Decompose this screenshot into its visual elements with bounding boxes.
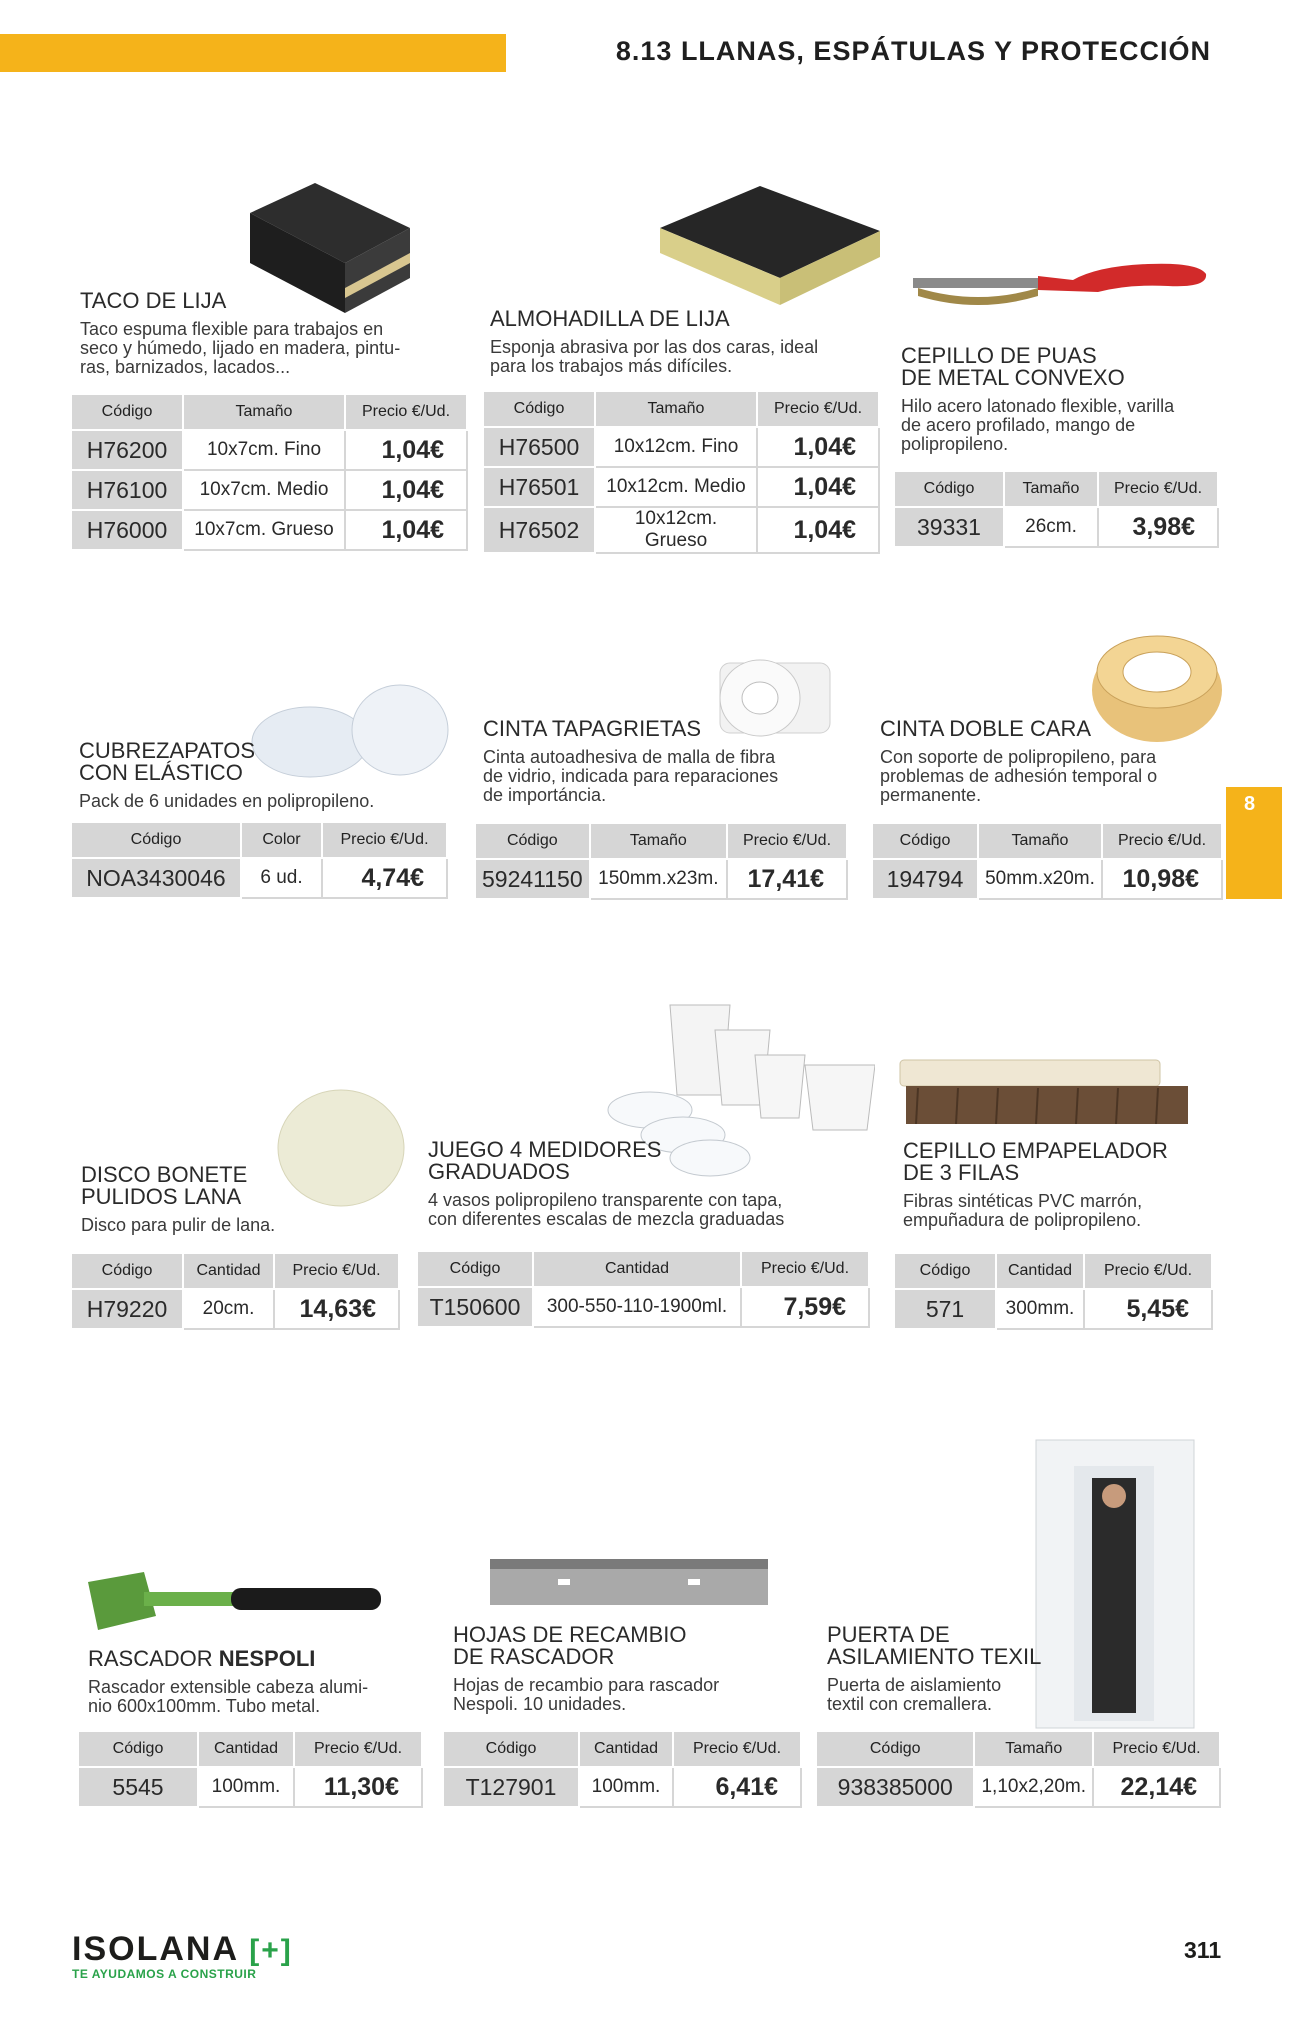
page-title: 8.13 LLANAS, ESPÁTULAS Y PROTECCIÓN (615, 36, 1211, 66)
product-juego-medidores (428, 1139, 784, 1229)
wire-brush-image (908, 256, 1208, 312)
product-description: 4 vasos polipropileno transparente con tapa, con diferentes escalas de mezcla graduadas (428, 1190, 785, 1229)
table-row: 194794 50mm.x20m. 10,98€ (872, 859, 1222, 899)
table-row: H76200 10x7cm. Fino 1,04€ (71, 430, 467, 470)
price-table-almohadilla: Código Tamaño Precio €/Ud. H76500 10x12cm. Fino 1,04€ H76501 10x12cm. Medio 1,04€ H76502 10x12cm. Grueso 1,04€ (482, 390, 880, 554)
brand-plus-mark: [+] (249, 1934, 293, 1967)
product-description: Puerta de aislamiento textil con cremallera. (827, 1675, 1002, 1714)
product-name: CUBREZAPATOS CON ELÁSTICO (79, 738, 256, 785)
price-table-taco: Código Tamaño Precio €/Ud. H76200 10x7cm. Fino 1,04€ H76100 10x7cm. Medio 1,04€ H76000 10x7cm. Grueso 1,04€ (70, 393, 468, 551)
chapter-tab (1226, 787, 1282, 899)
price-table-puerta: Código Tamaño Precio €/Ud. 938385000 1,10x2,20m. 22,14€ (815, 1730, 1221, 1808)
table-row: T150600 300-550-110-1900ml. 7,59€ (417, 1287, 869, 1327)
product-name: DISCO BONETE PULIDOS LANA (81, 1162, 248, 1209)
insulation-door-image (1034, 1438, 1196, 1730)
product-name: PUERTA DE ASILAMIENTO TEXIL (827, 1622, 1042, 1669)
wool-bonnet-image (275, 1087, 407, 1209)
price-table-medidores: Código Cantidad Precio €/Ud. T150600 300-550-110-1900ml. 7,59€ (416, 1250, 870, 1328)
product-puerta-aislamiento (827, 1624, 1041, 1714)
product-description: Pack de 6 unidades en polipropileno. (79, 791, 375, 811)
product-hojas-recambio (453, 1624, 719, 1714)
page-number: 311 (1184, 1937, 1222, 1963)
product-cepillo-de-puas (901, 345, 1174, 454)
product-name: HOJAS DE RECAMBIO DE RASCADOR (453, 1622, 687, 1669)
table-row: H76502 10x12cm. Grueso 1,04€ (483, 507, 879, 553)
price-table-hojas: Código Cantidad Precio €/Ud. T127901 100mm. 6,41€ (442, 1730, 802, 1808)
sanding-pad-image (655, 183, 885, 308)
product-description: Hilo acero latonado flexible, varilla de acero profilado, mango de polipropileno. (901, 396, 1175, 454)
table-row: 5545 100mm. 11,30€ (78, 1767, 422, 1807)
header-accent-bar (0, 34, 506, 72)
brand-tagline: TE AYUDAMOS A CONSTRUIR (72, 1967, 257, 1981)
table-row: 938385000 1,10x2,20m. 22,14€ (816, 1767, 1220, 1807)
brand-logo (72, 1930, 293, 1981)
price-table-cinta-tapagrietas: Código Tamaño Precio €/Ud. 59241150 150mm.x23m. 17,41€ (474, 822, 848, 900)
product-cepillo-empapelador (903, 1140, 1168, 1230)
scraper-blades-image (488, 1557, 770, 1612)
product-name: RASCADOR NESPOLI (88, 1646, 316, 1671)
product-description: Esponja abrasiva por las dos caras, ideal para los trabajos más difíciles. (490, 337, 819, 376)
table-row: H79220 20cm. 14,63€ (71, 1289, 399, 1329)
table-row: 571 300mm. 5,45€ (894, 1289, 1212, 1329)
price-table-rascador: Código Cantidad Precio €/Ud. 5545 100mm. 11,30€ (77, 1730, 423, 1808)
table-row: 39331 26cm. 3,98€ (894, 507, 1218, 547)
product-cubrezapatos (79, 740, 374, 811)
product-name: CINTA DOBLE CARA (880, 716, 1092, 741)
scraper-image (86, 1570, 386, 1638)
brand-name: ISOLANA (72, 1930, 238, 1968)
table-row: H76000 10x7cm. Grueso 1,04€ (71, 510, 467, 550)
price-table-cepillo-puas: Código Tamaño Precio €/Ud. 39331 26cm. 3,98€ (893, 470, 1219, 548)
product-description: Disco para pulir de lana. (81, 1215, 276, 1235)
price-table-disco: Código Cantidad Precio €/Ud. H79220 20cm. 14,63€ (70, 1252, 400, 1330)
product-name: CINTA TAPAGRIETAS (483, 716, 702, 741)
table-row: NOA3430046 6 ud. 4,74€ (71, 858, 447, 898)
product-name: CEPILLO EMPAPELADOR DE 3 FILAS (903, 1138, 1168, 1185)
table-row: H76501 10x12cm. Medio 1,04€ (483, 467, 879, 507)
price-table-cepillo-empapelador: Código Cantidad Precio €/Ud. 571 300mm. 5,45€ (893, 1252, 1213, 1330)
product-name: TACO DE LIJA (80, 288, 227, 313)
product-name: CEPILLO DE PUAS DE METAL CONVEXO (901, 343, 1125, 390)
table-row: 59241150 150mm.x23m. 17,41€ (475, 859, 847, 899)
product-cinta-tapagrietas (483, 718, 778, 805)
product-almohadilla-de-lija (490, 308, 818, 376)
product-taco-de-lija (80, 290, 400, 377)
table-row: H76500 10x12cm. Fino 1,04€ (483, 427, 879, 467)
wallpaper-brush-image (898, 1058, 1190, 1128)
chapter-number: 8 (1244, 793, 1256, 815)
product-name: ALMOHADILLA DE LIJA (490, 306, 730, 331)
product-description: Taco espuma flexible para trabajos en seco y húmedo, lijado en madera, pintu- ras, barnizados, lacados... (80, 319, 401, 377)
product-rascador (88, 1648, 368, 1716)
product-description: Fibras sintéticas PVC marrón, empuñadura de polipropileno. (903, 1191, 1143, 1230)
product-description: Cinta autoadhesiva de malla de fibra de vidrio, indicada para reparaciones de importáncia. (483, 747, 779, 805)
price-table-cubrezapatos: Código Color Precio €/Ud. NOA3430046 6 ud. 4,74€ (70, 821, 448, 899)
product-description: Hojas de recambio para rascador Nespoli. 10 unidades. (453, 1675, 720, 1714)
product-description: Rascador extensible cabeza alumi- nio 600x100mm. Tubo metal. (88, 1677, 369, 1716)
price-table-cinta-doble: Código Tamaño Precio €/Ud. 194794 50mm.x20m. 10,98€ (871, 822, 1223, 900)
product-description: Con soporte de polipropileno, para problemas de adhesión temporal o permanente. (880, 747, 1158, 805)
product-disco-bonete (81, 1164, 275, 1235)
table-row: H76100 10x7cm. Medio 1,04€ (71, 470, 467, 510)
product-name: JUEGO 4 MEDIDORES GRADUADOS (428, 1137, 662, 1184)
product-cinta-doble-cara (880, 718, 1157, 805)
table-row: T127901 100mm. 6,41€ (443, 1767, 801, 1807)
